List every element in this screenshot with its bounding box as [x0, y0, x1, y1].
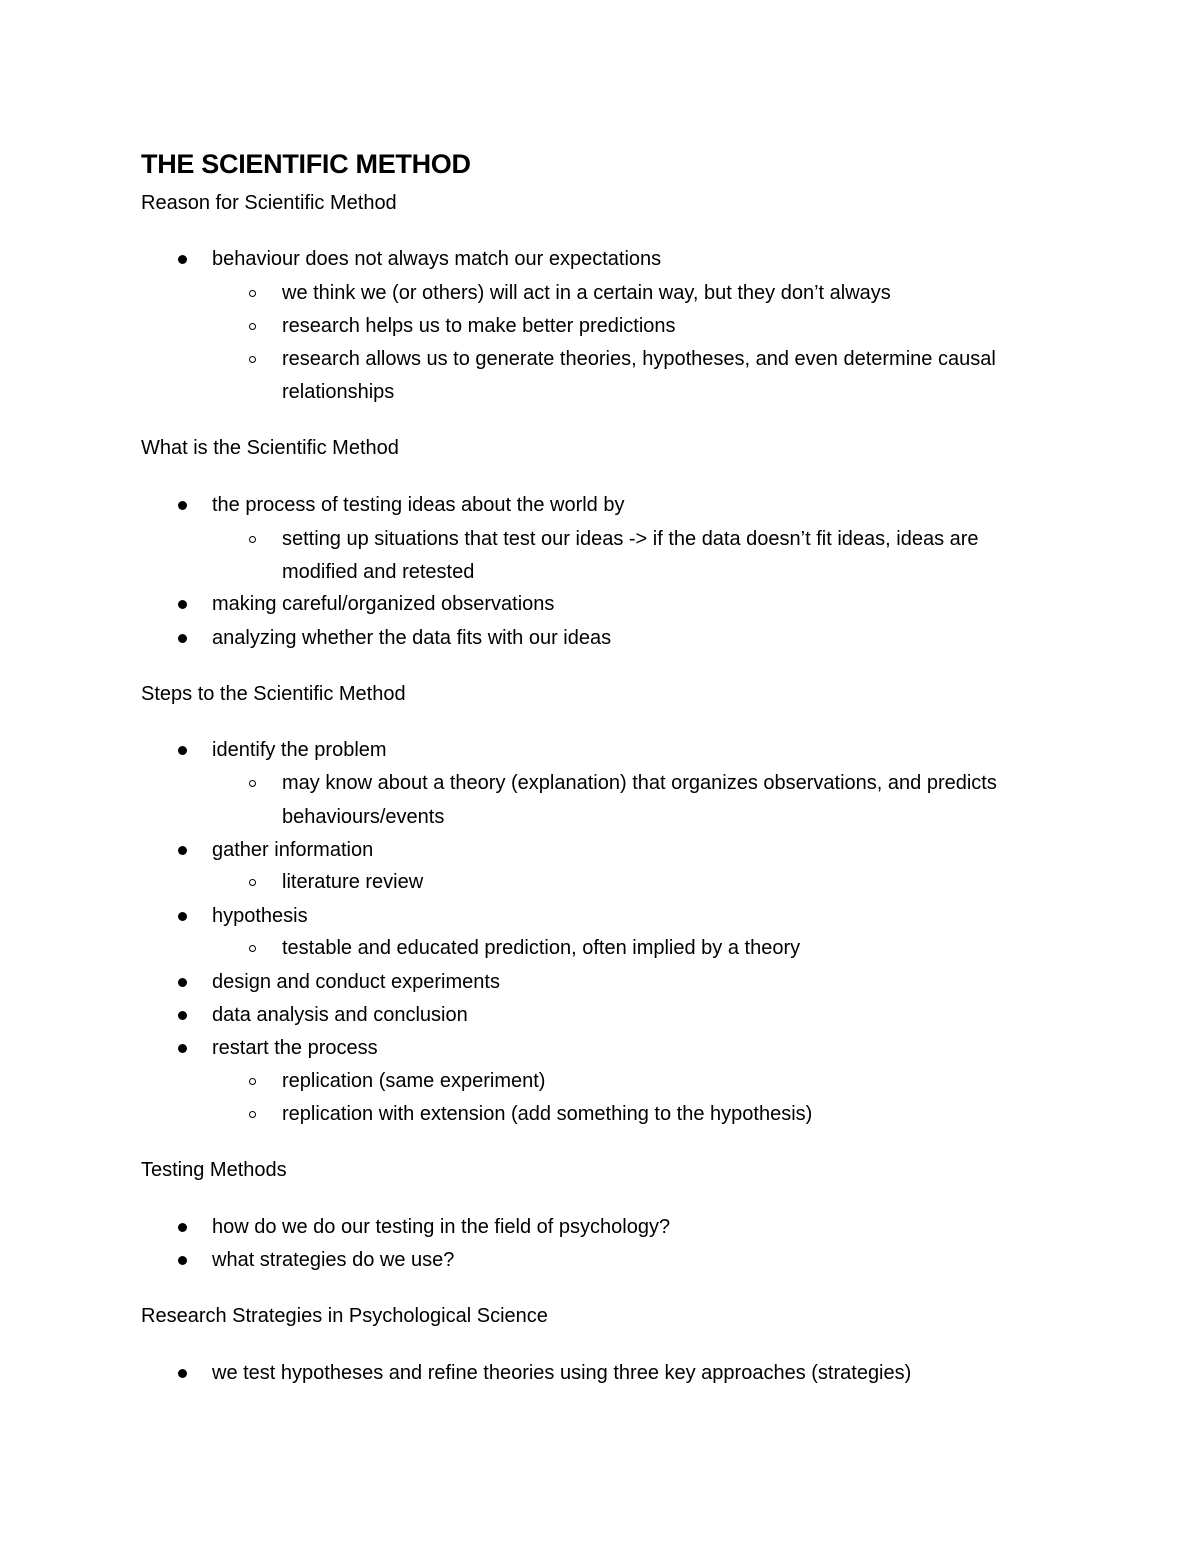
sub-list-item: replication (same experiment) — [282, 1070, 546, 1092]
sub-list-item: we think we (or others) will act in a certain way, but they don’t always — [282, 282, 891, 304]
bullet-dot — [178, 846, 187, 855]
list-item: gather information — [212, 839, 374, 861]
list-item: analyzing whether the data fits with our ideas — [212, 627, 612, 649]
bullet-circle — [249, 323, 256, 330]
list-item: behaviour does not always match our expectations — [212, 248, 662, 270]
bullet-dot — [178, 1223, 187, 1232]
document-title: THE SCIENTIFIC METHOD — [141, 149, 471, 179]
list-item: we test hypotheses and refine theories using three key approaches (strategies) — [212, 1362, 912, 1384]
bullet-dot — [178, 1044, 187, 1053]
bullet-dot — [178, 600, 187, 609]
sub-list-item-continuation: relationships — [282, 381, 395, 403]
bullet-circle — [249, 356, 256, 363]
bullet-circle — [249, 536, 256, 543]
bullet-dot — [178, 501, 187, 510]
list-item: restart the process — [212, 1037, 378, 1059]
section-heading: Steps to the Scientific Method — [141, 683, 406, 705]
list-item: how do we do our testing in the field of psychology? — [212, 1216, 671, 1238]
list-item: hypothesis — [212, 905, 308, 927]
list-item: making careful/organized observations — [212, 593, 555, 615]
bullet-dot — [178, 1369, 187, 1378]
section-heading: What is the Scientific Method — [141, 437, 399, 459]
bullet-dot — [178, 912, 187, 921]
bullet-dot — [178, 255, 187, 264]
list-item: the process of testing ideas about the world by — [212, 494, 625, 516]
bullet-dot — [178, 746, 187, 755]
list-item: identify the problem — [212, 739, 387, 761]
sub-list-item: literature review — [282, 871, 424, 893]
bullet-circle — [249, 945, 256, 952]
sub-list-item: setting up situations that test our ideas -> if the data doesn’t fit ideas, ideas are — [282, 528, 979, 550]
bullet-dot — [178, 1256, 187, 1265]
bullet-circle — [249, 879, 256, 886]
sub-list-item-continuation: behaviours/events — [282, 806, 445, 828]
bullet-circle — [249, 290, 256, 297]
bullet-circle — [249, 780, 256, 787]
sub-list-item: replication with extension (add something to the hypothesis) — [282, 1103, 813, 1125]
bullet-dot — [178, 1011, 187, 1020]
sub-list-item: research allows us to generate theories, hypotheses, and even determine causal — [282, 348, 996, 370]
bullet-dot — [178, 634, 187, 643]
sub-list-item: research helps us to make better predictions — [282, 315, 676, 337]
bullet-dot — [178, 978, 187, 987]
list-item: data analysis and conclusion — [212, 1004, 468, 1026]
list-item: what strategies do we use? — [212, 1249, 455, 1271]
sub-list-item-continuation: modified and retested — [282, 561, 475, 583]
bullet-circle — [249, 1111, 256, 1118]
sub-list-item: testable and educated prediction, often implied by a theory — [282, 937, 801, 959]
section-heading: Reason for Scientific Method — [141, 192, 397, 214]
bullet-circle — [249, 1078, 256, 1085]
section-heading: Testing Methods — [141, 1159, 287, 1181]
sub-list-item: may know about a theory (explanation) that organizes observations, and predicts — [282, 772, 997, 794]
list-item: design and conduct experiments — [212, 971, 500, 993]
section-heading: Research Strategies in Psychological Science — [141, 1305, 548, 1327]
